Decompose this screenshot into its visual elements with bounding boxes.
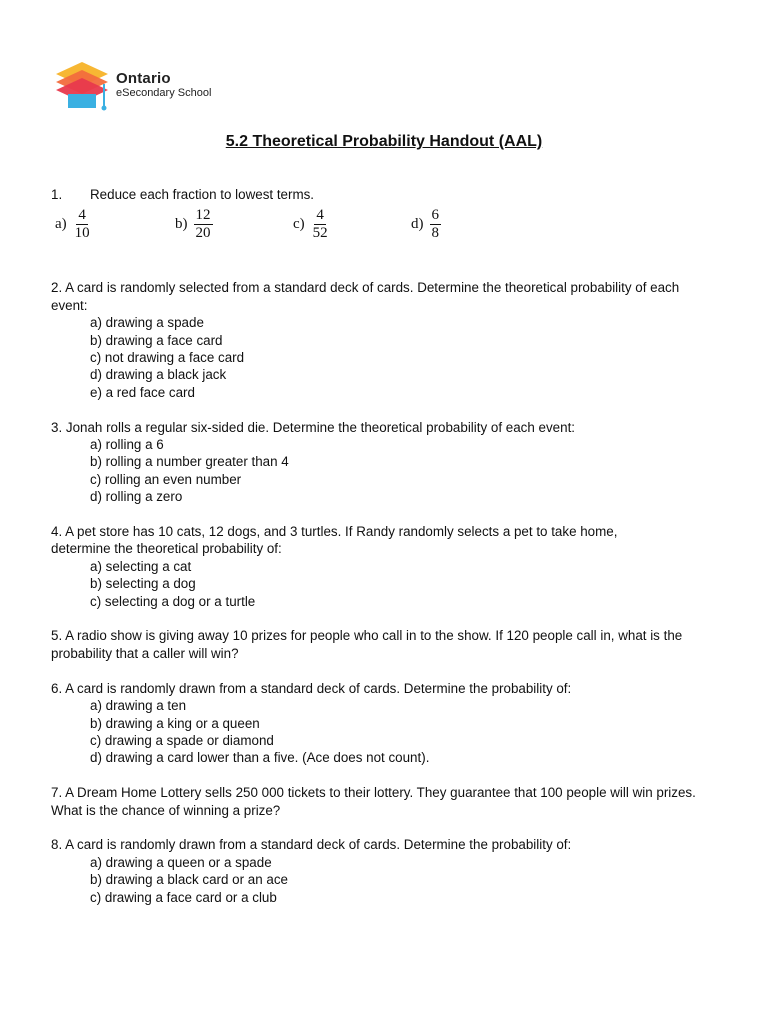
handout-content — [51, 186, 731, 923]
list-item: b) rolling a number greater than 4 — [90, 454, 289, 470]
question-text: probability that a caller will win? — [51, 645, 239, 661]
question-text: 7. A Dream Home Lottery sells 250 000 tickets to their lottery. They guarantee that 100 people will win prizes. — [51, 785, 696, 801]
denominator: 20 — [195, 225, 211, 242]
fraction-row — [51, 203, 731, 253]
fraction-label: d) — [411, 216, 424, 233]
denominator: 10 — [74, 225, 90, 242]
question-text: 4. A pet store has 10 cats, 12 dogs, and 3 turtles. If Randy randomly selects a pet to take home, — [51, 524, 618, 540]
question-5 — [51, 627, 731, 662]
fraction-b — [175, 207, 213, 242]
question-text: 5. A radio show is giving away 10 prizes for people who call in to the show. If 120 people call in, what is the — [51, 628, 683, 644]
question-4 — [51, 523, 731, 610]
question-8 — [51, 836, 731, 906]
brand-subtitle: eSecondary School — [116, 87, 212, 99]
list-item: b) drawing a face card — [90, 332, 223, 348]
list-item: c) drawing a spade or diamond — [90, 732, 274, 748]
question-6 — [51, 680, 731, 767]
fraction-d — [411, 207, 441, 242]
question-1 — [51, 186, 731, 203]
brand-name: Ontario — [116, 70, 171, 87]
numerator: 6 — [431, 207, 439, 224]
list-item: d) rolling a zero — [90, 489, 183, 505]
list-item: b) drawing a king or a queen — [90, 715, 260, 731]
question-2 — [51, 279, 731, 401]
school-logo — [54, 56, 254, 116]
list-item: e) a red face card — [90, 384, 195, 400]
list-item: a) drawing a spade — [90, 315, 204, 331]
denominator: 8 — [431, 225, 439, 242]
question-text: 6. A card is randomly drawn from a standard deck of cards. Determine the probability of: — [51, 680, 572, 696]
question-text: Reduce each fraction to lowest terms. — [90, 187, 315, 202]
fraction-label: c) — [293, 216, 305, 233]
list-item: d) drawing a card lower than a five. (Ace does not count). — [90, 750, 430, 766]
question-text: 2. A card is randomly selected from a standard deck of cards. Determine the theoretical probability of each — [51, 280, 680, 296]
fraction-a — [55, 207, 92, 242]
list-item: c) rolling an even number — [90, 471, 242, 487]
question-text: What is the chance of winning a prize? — [51, 802, 281, 818]
fraction-label: b) — [175, 216, 188, 233]
fraction-label: a) — [55, 216, 67, 233]
numerator: 12 — [195, 207, 211, 224]
list-item: d) drawing a black jack — [90, 367, 227, 383]
question-text: 3. Jonah rolls a regular six-sided die. Determine the theoretical probability of each event: — [51, 419, 576, 435]
denominator: 52 — [312, 225, 328, 242]
list-item: a) drawing a ten — [90, 698, 187, 714]
list-item: a) rolling a 6 — [90, 437, 164, 453]
list-item: c) drawing a face card or a club — [90, 889, 277, 905]
graduation-cap-icon — [54, 56, 114, 114]
question-3 — [51, 419, 731, 506]
list-item: c) not drawing a face card — [90, 350, 245, 366]
numerator: 4 — [316, 207, 324, 224]
question-7 — [51, 784, 731, 819]
fraction-c — [293, 207, 330, 242]
question-text: determine the theoretical probability of: — [51, 541, 282, 557]
numerator: 4 — [78, 207, 86, 224]
question-number: 1. — [51, 187, 63, 202]
page-title: 5.2 Theoretical Probability Handout (AAL) — [225, 133, 543, 150]
list-item: a) selecting a cat — [90, 558, 192, 574]
list-item: b) selecting a dog — [90, 576, 196, 592]
list-item: c) selecting a dog or a turtle — [90, 593, 256, 609]
question-text: event: — [51, 297, 88, 313]
list-item: a) drawing a queen or a spade — [90, 854, 272, 870]
list-item: b) drawing a black card or an ace — [90, 872, 288, 888]
question-text: 8. A card is randomly drawn from a standard deck of cards. Determine the probability of: — [51, 837, 572, 853]
